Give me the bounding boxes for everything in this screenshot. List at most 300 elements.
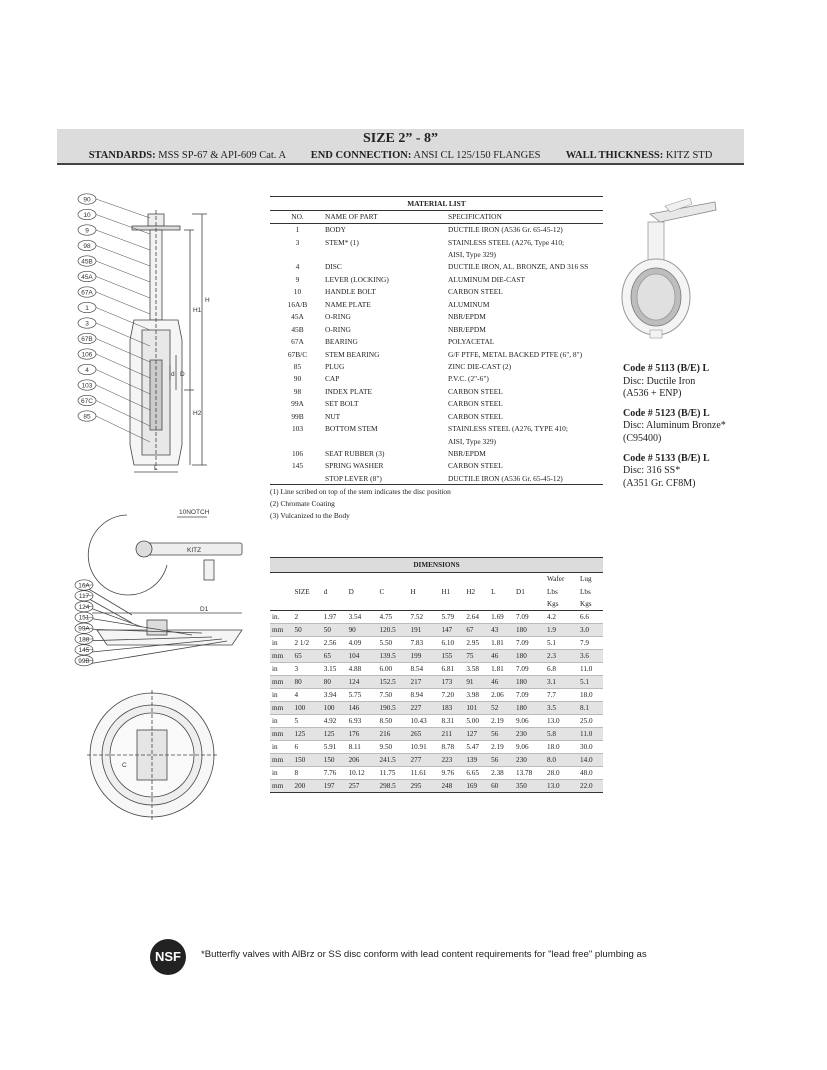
part-no-cell: 16A/B bbox=[287, 299, 308, 309]
dimensions-row bbox=[270, 754, 603, 767]
dimensions-cell: 227 bbox=[409, 702, 440, 715]
callout-label: 67C bbox=[81, 397, 93, 405]
material-row bbox=[270, 223, 603, 235]
dimensions-cell: 18.0 bbox=[545, 741, 578, 754]
dimensions-cell: 11.0 bbox=[578, 728, 603, 741]
dimensions-row bbox=[270, 702, 603, 715]
dimensions-cell: 4.09 bbox=[347, 637, 378, 650]
dimensions-cell: 75 bbox=[464, 650, 489, 663]
dim-label-h1: H1 bbox=[193, 307, 202, 314]
part-no-cell: 98 bbox=[293, 386, 302, 396]
material-row bbox=[270, 385, 603, 397]
dimensions-cell: mm bbox=[270, 624, 292, 637]
callout-leader bbox=[96, 215, 150, 235]
dimensions-header-cell: Wafer bbox=[546, 575, 565, 584]
dimensions-cell: 18.0 bbox=[578, 689, 603, 702]
dimensions-cell: 230 bbox=[514, 754, 545, 767]
dimensions-cell: 5.00 bbox=[464, 715, 489, 728]
dimensions-cell: 223 bbox=[439, 754, 464, 767]
note-2: (2) Chromate Coating bbox=[270, 499, 335, 509]
material-row bbox=[270, 360, 603, 372]
part-no-cell bbox=[270, 248, 325, 260]
part-spec-cell: NBR/EPDM bbox=[448, 324, 486, 334]
dimensions-cell: 298.5 bbox=[378, 780, 409, 793]
note-3: (3) Vulcanized to the Body bbox=[270, 511, 350, 521]
dimensions-cell: 65 bbox=[292, 650, 321, 663]
dimensions-cell: 8 bbox=[292, 767, 321, 780]
dimensions-header-cell bbox=[439, 573, 464, 586]
material-row bbox=[270, 447, 603, 459]
material-row bbox=[270, 261, 603, 273]
dimensions-table bbox=[270, 573, 603, 793]
dimensions-cell: 2.56 bbox=[322, 637, 347, 650]
dim-label-d: d bbox=[171, 371, 175, 378]
dimensions-header-cell bbox=[322, 573, 347, 586]
callout-label: 1 bbox=[85, 304, 89, 312]
dimensions-header-cell bbox=[347, 598, 378, 611]
dimensions-cell: 6.00 bbox=[378, 663, 409, 676]
part-name-cell: DISC bbox=[325, 262, 342, 272]
dimensions-cell: 7.09 bbox=[514, 611, 545, 624]
dimensions-cell: 180 bbox=[514, 650, 545, 663]
dimensions-cell: 6.93 bbox=[347, 715, 378, 728]
dimensions-row bbox=[270, 663, 603, 676]
nsf-logo bbox=[150, 939, 186, 975]
dimensions-cell: 7.9 bbox=[578, 637, 603, 650]
dimensions-cell: mm bbox=[270, 676, 292, 689]
dimensions-header-cell: d bbox=[323, 587, 328, 596]
dimensions-cell: 3.0 bbox=[578, 624, 603, 637]
dimensions-cell: 7.09 bbox=[514, 637, 545, 650]
material-row bbox=[270, 373, 603, 385]
material-row bbox=[270, 472, 603, 484]
dimensions-cell: 6.65 bbox=[464, 767, 489, 780]
code-disc: Disc: Aluminum Bronze* bbox=[623, 420, 726, 432]
standards-value: MSS SP-67 & API-609 Cat. A bbox=[158, 150, 286, 161]
dim-label-h2: H2 bbox=[193, 410, 202, 417]
dimensions-cell: 277 bbox=[409, 754, 440, 767]
dimensions-cell: 8.0 bbox=[545, 754, 578, 767]
code-material: (A351 Gr. CF8M) bbox=[623, 477, 696, 489]
standards-label: STANDARDS: bbox=[88, 150, 156, 161]
material-row bbox=[270, 335, 603, 347]
dimensions-cell: 80 bbox=[292, 676, 321, 689]
part-name-cell: LEVER (LOCKING) bbox=[325, 274, 389, 284]
dimensions-cell: 7.50 bbox=[378, 689, 409, 702]
end-connection-label: END CONNECTION: bbox=[310, 150, 412, 161]
dimensions-cell: 2.06 bbox=[489, 689, 514, 702]
dimensions-row bbox=[270, 611, 603, 624]
dimensions-cell: 120.5 bbox=[378, 624, 409, 637]
part-spec-cell: CARBON STEEL bbox=[448, 411, 503, 421]
dimensions-cell: 3.1 bbox=[545, 676, 578, 689]
dimensions-header-cell bbox=[347, 573, 378, 586]
dimensions-header-cell bbox=[378, 573, 409, 586]
part-spec-cell: DUCTILE IRON, AL. BRONZE, AND 316 SS bbox=[448, 262, 589, 272]
dimensions-cell: 2.3 bbox=[545, 650, 578, 663]
valve-photo bbox=[620, 192, 720, 342]
dim-label-h: H bbox=[205, 297, 210, 304]
dimensions-cell: 50 bbox=[322, 624, 347, 637]
callout-leader bbox=[96, 199, 150, 218]
dimensions-header-cell bbox=[292, 598, 321, 611]
material-row bbox=[270, 460, 603, 472]
dimensions-cell: 350 bbox=[514, 780, 545, 793]
code-material: (A536 + ENP) bbox=[623, 388, 682, 400]
dimensions-cell: 1.69 bbox=[489, 611, 514, 624]
wall-thickness-label: WALL THICKNESS: bbox=[565, 150, 664, 161]
material-row bbox=[270, 435, 603, 447]
material-row bbox=[270, 422, 603, 434]
dimensions-row bbox=[270, 728, 603, 741]
part-name-cell: STOP LEVER (8") bbox=[325, 472, 448, 484]
dimensions-row bbox=[270, 689, 603, 702]
part-name-cell: BODY bbox=[325, 225, 346, 235]
dimensions-cell: 3 bbox=[292, 663, 321, 676]
part-spec-cell: STAINLESS STEEL (A276, Type 410; bbox=[448, 237, 565, 247]
dimensions-cell: mm bbox=[270, 702, 292, 715]
dimensions-cell: 90 bbox=[347, 624, 378, 637]
brand-label: KITZ bbox=[187, 547, 202, 554]
material-row bbox=[270, 236, 603, 248]
dimensions-cell: 150 bbox=[292, 754, 321, 767]
dimensions-cell: 101 bbox=[464, 702, 489, 715]
callout-label: 4 bbox=[85, 366, 89, 374]
dimensions-cell: 1.9 bbox=[545, 624, 578, 637]
dimensions-cell: 5.91 bbox=[322, 741, 347, 754]
dimensions-cell: in bbox=[270, 741, 292, 754]
part-name-cell: NUT bbox=[325, 411, 341, 421]
part-no-cell: 3 bbox=[295, 237, 300, 247]
part-name-cell: O-RING bbox=[325, 324, 351, 334]
dim-label-d1: D1 bbox=[200, 606, 209, 613]
callout-label: 106 bbox=[81, 351, 93, 359]
part-no-cell: 67A bbox=[291, 337, 304, 347]
dimensions-cell: 100 bbox=[322, 702, 347, 715]
part-no-cell: 103 bbox=[291, 424, 304, 434]
dimensions-cell: in bbox=[270, 715, 292, 728]
part-name-cell bbox=[325, 435, 448, 447]
dimensions-cell: 14.0 bbox=[578, 754, 603, 767]
part-name-cell: NAME PLATE bbox=[325, 299, 371, 309]
part-spec-cell: CARBON STEEL bbox=[448, 399, 503, 409]
dimensions-cell: 1.97 bbox=[322, 611, 347, 624]
dimensions-cell: 52 bbox=[489, 702, 514, 715]
callout-label: 98 bbox=[83, 242, 91, 250]
part-spec-cell: CARBON STEEL bbox=[448, 386, 503, 396]
part-no-cell: 99A bbox=[291, 399, 304, 409]
dimensions-cell: 65 bbox=[322, 650, 347, 663]
wall-thickness-value: KITZ STD bbox=[665, 150, 713, 161]
dimensions-header-cell bbox=[489, 573, 514, 586]
dimensions-header-cell: H bbox=[410, 587, 416, 596]
material-row bbox=[270, 311, 603, 323]
part-no-cell: 106 bbox=[291, 449, 304, 459]
dimensions-cell: 7.09 bbox=[514, 689, 545, 702]
dimensions-cell: 10.91 bbox=[409, 741, 440, 754]
dimensions-cell: 11.75 bbox=[378, 767, 409, 780]
dimensions-header-cell bbox=[439, 598, 464, 611]
dimensions-row bbox=[270, 637, 603, 650]
dimensions-cell: 8.94 bbox=[409, 689, 440, 702]
part-spec-cell: DUCTILE IRON (A536 Gr. 65-45-12) bbox=[448, 225, 563, 235]
col-header-name: NAME OF PART bbox=[325, 211, 448, 223]
part-no-cell: 99B bbox=[291, 411, 304, 421]
dimensions-cell: 46 bbox=[489, 650, 514, 663]
dimensions-cell: 2.38 bbox=[489, 767, 514, 780]
dimensions-cell: mm bbox=[270, 754, 292, 767]
callout-label: 188 bbox=[78, 636, 90, 644]
dimensions-cell: 8.1 bbox=[578, 702, 603, 715]
dimensions-row bbox=[270, 650, 603, 663]
dimensions-cell: 7.52 bbox=[409, 611, 440, 624]
dimensions-cell: 124 bbox=[347, 676, 378, 689]
dimensions-header-cell: Lug bbox=[580, 575, 592, 584]
dimensions-cell: 5.8 bbox=[545, 728, 578, 741]
dimensions-cell: 5 bbox=[292, 715, 321, 728]
dimensions-cell: 206 bbox=[347, 754, 378, 767]
dimensions-cell: 2.64 bbox=[464, 611, 489, 624]
dimensions-header-cell bbox=[409, 598, 440, 611]
dimensions-cell: 43 bbox=[489, 624, 514, 637]
part-name-cell: O-RING bbox=[325, 312, 351, 322]
part-spec-cell: NBR/EPDM bbox=[448, 449, 486, 459]
code-group-5113 bbox=[623, 363, 726, 401]
dimensions-cell: 183 bbox=[439, 702, 464, 715]
dimensions-header-cell bbox=[292, 573, 321, 586]
dimensions-header-row bbox=[270, 598, 603, 611]
material-notes bbox=[270, 486, 451, 523]
dimensions-cell: 5.79 bbox=[439, 611, 464, 624]
dimensions-cell: 200 bbox=[292, 780, 321, 793]
part-spec-cell: DUCTILE IRON (A536 Gr. 65-45-12) bbox=[448, 472, 603, 484]
dimensions-cell: 6.10 bbox=[439, 637, 464, 650]
dimensions-cell: 191 bbox=[409, 624, 440, 637]
end-connection-value: ANSI CL 125/150 FLANGES bbox=[413, 150, 541, 161]
dimensions-cell: 8.54 bbox=[409, 663, 440, 676]
dimensions-cell: in. bbox=[270, 611, 292, 624]
dimensions-cell: 46 bbox=[489, 676, 514, 689]
dimensions-cell: 8.31 bbox=[439, 715, 464, 728]
dimensions-header-cell bbox=[514, 573, 545, 586]
part-spec-cell: POLYACETAL bbox=[448, 337, 495, 347]
dimensions-cell: 2.95 bbox=[464, 637, 489, 650]
callout-label: 45B bbox=[81, 258, 93, 266]
callout-label: 124 bbox=[78, 603, 90, 611]
callout-label: 99B bbox=[78, 657, 90, 665]
part-name-cell bbox=[325, 248, 448, 260]
dimensions-header-cell bbox=[514, 598, 545, 611]
dimensions-cell: 9.76 bbox=[439, 767, 464, 780]
part-name-cell: SET BOLT bbox=[325, 399, 359, 409]
code-disc: Disc: 316 SS* bbox=[623, 465, 681, 477]
part-name-cell: HANDLE BOLT bbox=[325, 287, 376, 297]
part-name-cell: CAP bbox=[325, 374, 340, 384]
part-no-cell: 4 bbox=[295, 262, 300, 272]
dimensions-cell: in bbox=[270, 663, 292, 676]
part-spec-cell: CARBON STEEL bbox=[448, 287, 503, 297]
dimensions-cell: 4.92 bbox=[322, 715, 347, 728]
dimensions-header-cell: L bbox=[491, 587, 496, 596]
product-codes bbox=[623, 363, 726, 497]
material-row bbox=[270, 286, 603, 298]
dimensions-cell: 11.61 bbox=[409, 767, 440, 780]
part-no-cell: 1 bbox=[295, 225, 300, 235]
dimensions-cell: 7.09 bbox=[514, 663, 545, 676]
callout-label: 85 bbox=[83, 413, 91, 421]
dimensions-cell: 180 bbox=[514, 702, 545, 715]
dimensions-header-cell: Kgs bbox=[545, 598, 578, 611]
dimensions-cell: 22.0 bbox=[578, 780, 603, 793]
part-spec-cell: P.V.C. (2"-6") bbox=[448, 374, 489, 384]
part-spec-cell: ALUMINUM bbox=[448, 299, 490, 309]
dimensions-cell: 5.50 bbox=[378, 637, 409, 650]
dimensions-cell: 199 bbox=[409, 650, 440, 663]
dimensions-header-cell: Kgs bbox=[578, 598, 603, 611]
dimensions-cell: 56 bbox=[489, 754, 514, 767]
dimensions-cell: 3.98 bbox=[464, 689, 489, 702]
part-name-cell: PLUG bbox=[325, 361, 345, 371]
dimensions-cell: 5.1 bbox=[545, 637, 578, 650]
dimensions-header-cell: SIZE bbox=[294, 587, 310, 596]
callout-label: 99A bbox=[78, 625, 90, 633]
material-row bbox=[270, 323, 603, 335]
dimensions-cell: 190.5 bbox=[378, 702, 409, 715]
material-row bbox=[270, 273, 603, 285]
dimensions-cell: 5.47 bbox=[464, 741, 489, 754]
dimensions-cell: 3.5 bbox=[545, 702, 578, 715]
callout-label: 9 bbox=[85, 227, 89, 235]
dimensions-cell: 155 bbox=[439, 650, 464, 663]
dimensions-cell: 11.0 bbox=[578, 663, 603, 676]
part-no-cell bbox=[270, 472, 325, 484]
dimensions-row bbox=[270, 767, 603, 780]
dimensions-cell: 248 bbox=[439, 780, 464, 793]
dimensions-cell: 139.5 bbox=[378, 650, 409, 663]
dimensions-cell: 6.81 bbox=[439, 663, 464, 676]
callout-label: 67A bbox=[81, 289, 93, 297]
dimensions-cell: in bbox=[270, 689, 292, 702]
code-title: Code # 5123 (B/E) L bbox=[623, 407, 710, 419]
dimensions-cell: 4.2 bbox=[545, 611, 578, 624]
callout-leader bbox=[96, 261, 150, 282]
part-spec-cell: CARBON STEEL bbox=[448, 461, 503, 471]
dimensions-cell: 2.19 bbox=[489, 741, 514, 754]
material-row bbox=[270, 410, 603, 422]
dimensions-cell: 9.06 bbox=[514, 715, 545, 728]
dimensions-cell: 7.83 bbox=[409, 637, 440, 650]
dimensions-cell: 10.43 bbox=[409, 715, 440, 728]
code-title: Code # 5133 (B/E) L bbox=[623, 452, 710, 464]
dimensions-header-cell: Lbs bbox=[580, 587, 591, 596]
part-name-cell: SPRING WASHER bbox=[325, 461, 384, 471]
valve-top-view-drawing bbox=[72, 505, 272, 825]
dimensions-header-cell: H1 bbox=[441, 587, 451, 596]
dimensions-cell: 6.8 bbox=[545, 663, 578, 676]
dimensions-row bbox=[270, 624, 603, 637]
dimensions-cell: 7.76 bbox=[322, 767, 347, 780]
col-header-spec: SPECIFICATION bbox=[448, 211, 603, 223]
dimensions-cell: 265 bbox=[409, 728, 440, 741]
callout-label: 67B bbox=[81, 335, 93, 343]
dimensions-cell: 13.0 bbox=[545, 780, 578, 793]
dimensions-header-cell: C bbox=[379, 587, 385, 596]
part-spec-cell: ALUMINUM DIE-CAST bbox=[448, 274, 525, 284]
part-spec-cell: NBR/EPDM bbox=[448, 312, 486, 322]
dimensions-cell: 8.50 bbox=[378, 715, 409, 728]
part-spec-cell: STAINLESS STEEL (A276, TYPE 410; bbox=[448, 424, 568, 434]
dimensions-cell: 9.50 bbox=[378, 741, 409, 754]
part-no-cell: 85 bbox=[293, 361, 302, 371]
dimensions-cell: 7.20 bbox=[439, 689, 464, 702]
dimensions-cell: 56 bbox=[489, 728, 514, 741]
dimensions-header-cell bbox=[322, 598, 347, 611]
part-no-cell: 10 bbox=[293, 287, 302, 297]
code-disc: Disc: Ductile Iron bbox=[623, 375, 696, 387]
dimensions-cell: 91 bbox=[464, 676, 489, 689]
dimensions-table-section bbox=[270, 557, 603, 793]
dimensions-cell: 169 bbox=[464, 780, 489, 793]
material-table bbox=[270, 211, 603, 485]
dimensions-cell: in bbox=[270, 637, 292, 650]
part-name-cell: STEM* (1) bbox=[325, 237, 359, 247]
dimensions-cell: 180 bbox=[514, 676, 545, 689]
dimensions-cell: 8.11 bbox=[347, 741, 378, 754]
part-spec-cell: AISI, Type 329) bbox=[448, 436, 496, 446]
dimensions-cell: 1.81 bbox=[489, 663, 514, 676]
dimensions-cell: 28.0 bbox=[545, 767, 578, 780]
dimensions-row bbox=[270, 741, 603, 754]
dimensions-cell: 50 bbox=[292, 624, 321, 637]
code-title: Code # 5113 (B/E) L bbox=[623, 363, 710, 374]
material-row bbox=[270, 298, 603, 310]
callout-label: 117 bbox=[78, 593, 90, 601]
part-no-cell: 145 bbox=[291, 461, 304, 471]
dimensions-cell: 2 bbox=[292, 611, 321, 624]
dimensions-cell: 4 bbox=[292, 689, 321, 702]
dimensions-cell: 100 bbox=[292, 702, 321, 715]
dimensions-cell: 48.0 bbox=[578, 767, 603, 780]
callout-label: 10 bbox=[83, 211, 91, 219]
dimensions-row bbox=[270, 780, 603, 793]
dimensions-cell: 125 bbox=[322, 728, 347, 741]
dimensions-cell: 211 bbox=[439, 728, 464, 741]
dimensions-cell: 8.78 bbox=[439, 741, 464, 754]
part-name-cell: INDEX PLATE bbox=[325, 386, 373, 396]
col-header-no: NO. bbox=[270, 211, 325, 223]
dimensions-cell: 146 bbox=[347, 702, 378, 715]
part-no-cell: 45B bbox=[291, 324, 304, 334]
dimensions-header-cell bbox=[409, 573, 440, 586]
material-list bbox=[270, 196, 603, 485]
dim-label-big-d: D bbox=[180, 371, 185, 378]
dimensions-cell: 3.58 bbox=[464, 663, 489, 676]
dimensions-cell: 3.15 bbox=[322, 663, 347, 676]
dimensions-header-cell: D1 bbox=[516, 587, 525, 596]
dimensions-cell: 9.06 bbox=[514, 741, 545, 754]
valve-section-svg bbox=[72, 190, 242, 475]
dimensions-cell: 4.75 bbox=[378, 611, 409, 624]
material-row bbox=[270, 248, 603, 260]
dimensions-header-row bbox=[270, 586, 603, 599]
dimensions-cell: 4.88 bbox=[347, 663, 378, 676]
material-row bbox=[270, 398, 603, 410]
dimensions-cell: 180 bbox=[514, 624, 545, 637]
part-no-cell: 45A bbox=[291, 312, 304, 322]
dimensions-cell: 2.19 bbox=[489, 715, 514, 728]
code-group-5133 bbox=[623, 453, 726, 491]
dimensions-cell: 80 bbox=[322, 676, 347, 689]
